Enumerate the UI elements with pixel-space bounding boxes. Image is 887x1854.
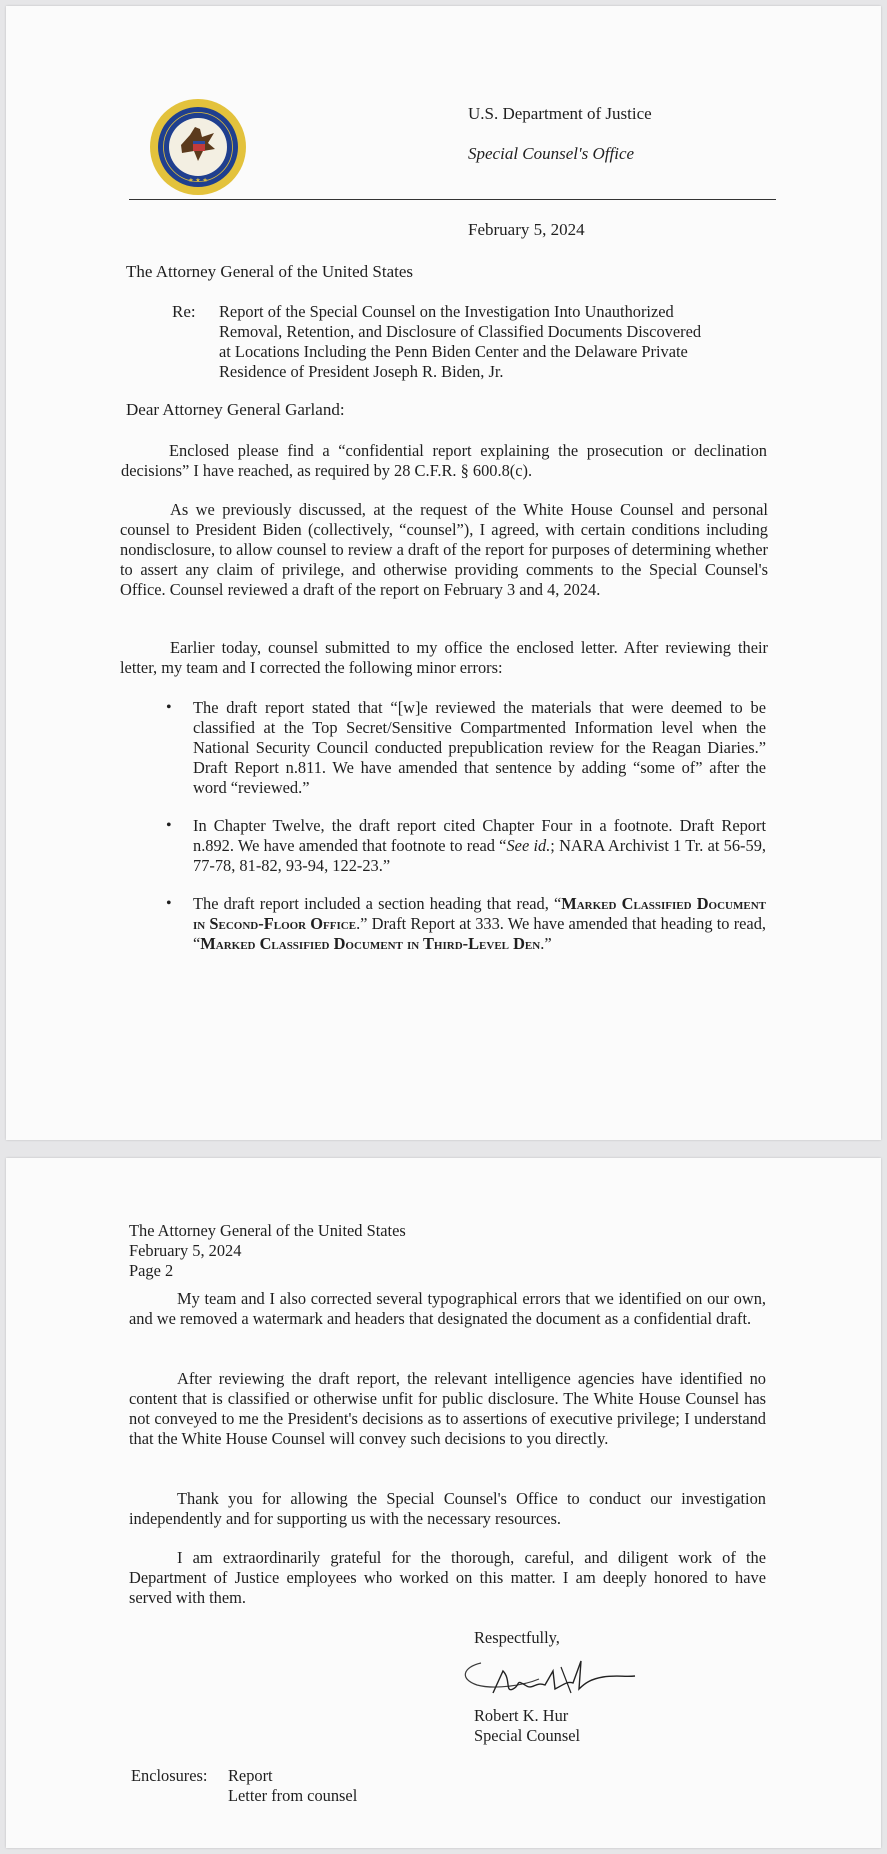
page2-header [129, 1221, 406, 1281]
list-item-text: .” Draft Report at 333. We have amended that heading to read, “ [193, 914, 766, 953]
salutation: Dear Attorney General Garland: [126, 400, 345, 419]
signer-title: Special Counsel [474, 1726, 581, 1745]
office-name: Special Counsel's Office [468, 144, 635, 163]
body-paragraph: Thank you for allowing the Special Counsel's Office to conduct our investigation independently and for supporting us with the necessary resources. [129, 1489, 766, 1528]
doj-seal-icon [148, 97, 248, 197]
enclosure-item: Report [228, 1766, 273, 1785]
signer-block [474, 1706, 580, 1746]
closing: Respectfully, [474, 1628, 560, 1647]
svg-text:★ ★ ★: ★ ★ ★ [188, 178, 208, 184]
re-line: Removal, Retention, and Disclosure of Classified Documents Discovered [219, 322, 702, 341]
citation-italic: See id. [506, 836, 551, 855]
signature-icon [455, 1649, 647, 1709]
re-subject [219, 302, 767, 382]
body-paragraph: Enclosed please find a “confidential report explaining the prosecution or declination decisions” I have reached, as required by 28 C.F.R. § 600.8(c). [121, 441, 767, 480]
list-item [160, 894, 766, 954]
re-line: Residence of President Joseph R. Biden, Jr. [219, 362, 504, 381]
new-heading: Marked Classified Document in Third-Level Den [200, 934, 541, 953]
list-item [160, 698, 766, 798]
body-paragraph: As we previously discussed, at the request of the White House Counsel and personal counsel to President Biden (collectively, “counsel”), I agreed, with certain conditions including nondisclosure, to allow counsel to review a draft of the report for purposes of determining whether to assert any claim of privilege, and otherwise providing comments to the Special Counsel's Office. Counsel reviewed a draft of the report on February 3 and 4, 2024. [120, 500, 768, 599]
re-label: Re: [172, 302, 196, 321]
body-paragraph: My team and I also corrected several typographical errors that we identified on our own, and we removed a watermark and headers that designated the document as a confidential draft. [129, 1289, 766, 1328]
old-heading: Marked Classified Document in Second-Floor Office [193, 894, 766, 933]
list-item-text: In Chapter Twelve, the draft report cited Chapter Four in a footnote. Draft Report n.892. We have amended that footnote to read “ [193, 816, 766, 855]
list-item [160, 816, 766, 876]
corrections-list [160, 698, 766, 972]
list-item-text: The draft report included a section heading that read, “ [193, 894, 562, 913]
enclosures-label: Enclosures: [131, 1766, 208, 1785]
re-line: at Locations Including the Penn Biden Center and the Delaware Private [219, 342, 688, 361]
page2-date: February 5, 2024 [129, 1241, 242, 1260]
body-paragraph: I am extraordinarily grateful for the thorough, careful, and diligent work of the Department of Justice employees who worked on this matter. I am deeply honored to have served with them. [129, 1548, 766, 1607]
letter-date: February 5, 2024 [468, 220, 585, 239]
agency-name: U.S. Department of Justice [468, 104, 652, 123]
addressee: The Attorney General of the United States [126, 262, 414, 281]
page2-addressee: The Attorney General of the United States [129, 1221, 406, 1240]
header-rule [129, 199, 776, 200]
list-item-text: .” [540, 934, 552, 953]
list-item-text: The draft report stated that “[w]e reviewed the materials that were deemed to be classified at the Top Secret/Sensitive Compartmented Information level when the National Security Council conducted prepublication review for the Reagan Diaries.” Draft Report n.811. We have amended that sentence by adding “some of” after the word “reviewed.” [193, 698, 766, 797]
signer-name: Robert K. Hur [474, 1706, 569, 1725]
body-paragraph: After reviewing the draft report, the relevant intelligence agencies have identified no content that is classified or otherwise unfit for public disclosure. The White House Counsel has not conveyed to me the President's decisions as to assertions of executive privilege; I understand that the White House Counsel will convey such decisions to you directly. [129, 1369, 766, 1448]
re-line: Report of the Special Counsel on the Investigation Into Unauthorized [219, 302, 674, 321]
bullet-icon: • [166, 895, 172, 912]
enclosure-item: Letter from counsel [228, 1786, 358, 1805]
enclosures-list [228, 1766, 357, 1806]
body-paragraph: Earlier today, counsel submitted to my office the enclosed letter. After reviewing their letter, my team and I corrected the following minor errors: [120, 638, 768, 677]
page-number: Page 2 [129, 1261, 174, 1280]
bullet-icon: • [166, 817, 172, 834]
list-item-text: ; NARA Archivist 1 Tr. at 56-59, 77-78, 81-82, 93-94, 122-23.” [193, 836, 766, 875]
bullet-icon: • [166, 699, 172, 716]
